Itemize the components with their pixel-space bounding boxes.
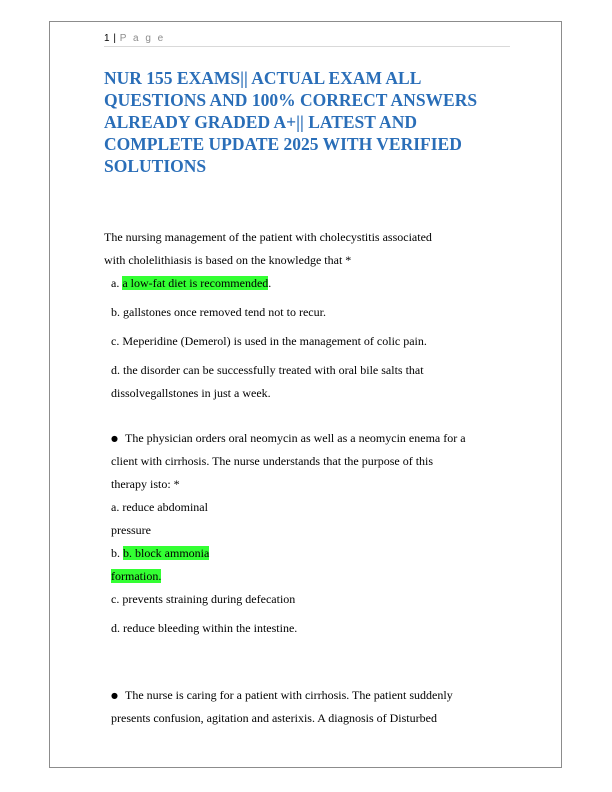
q2-option-d: d. reduce bleeding within the intestine. bbox=[111, 621, 298, 635]
page-label: P a g e bbox=[119, 33, 166, 44]
header-rule bbox=[104, 46, 510, 47]
q2-option-a-line-1: a. reduce abdominal bbox=[111, 500, 208, 514]
q2-stem-line-1 bbox=[111, 431, 466, 446]
q2-option-b-highlight-1: b. block ammonia bbox=[123, 546, 210, 560]
q1-option-a bbox=[111, 276, 271, 290]
q1-stem-line-2: with cholelithiasis is based on the knowledge that * bbox=[104, 253, 352, 267]
q1-option-d-line-2: dissolvegallstones in just a week. bbox=[111, 386, 271, 400]
q1-option-a-prefix: a. bbox=[111, 276, 120, 290]
bullet-icon: ● bbox=[111, 691, 118, 700]
q2-option-a-line-2: pressure bbox=[111, 523, 151, 537]
page-header bbox=[104, 33, 165, 44]
header-separator: | bbox=[113, 33, 117, 44]
q3-stem-line-1-text: The nurse is caring for a patient with cirrhosis. The patient suddenly bbox=[125, 688, 453, 702]
q2-stem-line-1-text: The physician orders oral neomycin as well as a neomycin enema for a bbox=[125, 431, 466, 445]
page-number: 1 bbox=[104, 33, 111, 44]
q1-option-b: b. gallstones once removed tend not to recur. bbox=[111, 305, 326, 319]
q3-stem-line-1 bbox=[111, 688, 453, 703]
q1-option-a-highlight: a low-fat diet is recommended bbox=[122, 276, 269, 290]
document-title: NUR 155 EXAMS|| ACTUAL EXAM ALL QUESTIONS AND 100% CORRECT ANSWERS ALREADY GRADED A+|| LATEST AND COMPLETE UPDATE 2025 WITH VERIFIED SOLUTIONS bbox=[104, 68, 478, 176]
q2-option-b-line-1 bbox=[111, 546, 209, 560]
q2-option-b-highlight-2: formation. bbox=[111, 569, 162, 583]
q2-option-b-prefix: b. bbox=[111, 546, 120, 560]
q2-stem-line-2: client with cirrhosis. The nurse understands that the purpose of this bbox=[111, 454, 434, 468]
q1-stem-line-1: The nursing management of the patient with cholecystitis associated bbox=[104, 230, 432, 244]
q1-option-d-line-1: d. the disorder can be successfully treated with oral bile salts that bbox=[111, 363, 424, 377]
q2-option-c: c. prevents straining during defecation bbox=[111, 592, 296, 606]
q1-option-a-suffix: . bbox=[268, 276, 272, 290]
q2-option-b-line-2 bbox=[111, 569, 161, 583]
q3-stem-line-2: presents confusion, agitation and asterixis. A diagnosis of Disturbed bbox=[111, 711, 437, 725]
bullet-icon: ● bbox=[111, 434, 118, 443]
q2-stem-line-3: therapy isto: * bbox=[111, 477, 180, 491]
q1-option-c: c. Meperidine (Demerol) is used in the management of colic pain. bbox=[111, 334, 427, 348]
